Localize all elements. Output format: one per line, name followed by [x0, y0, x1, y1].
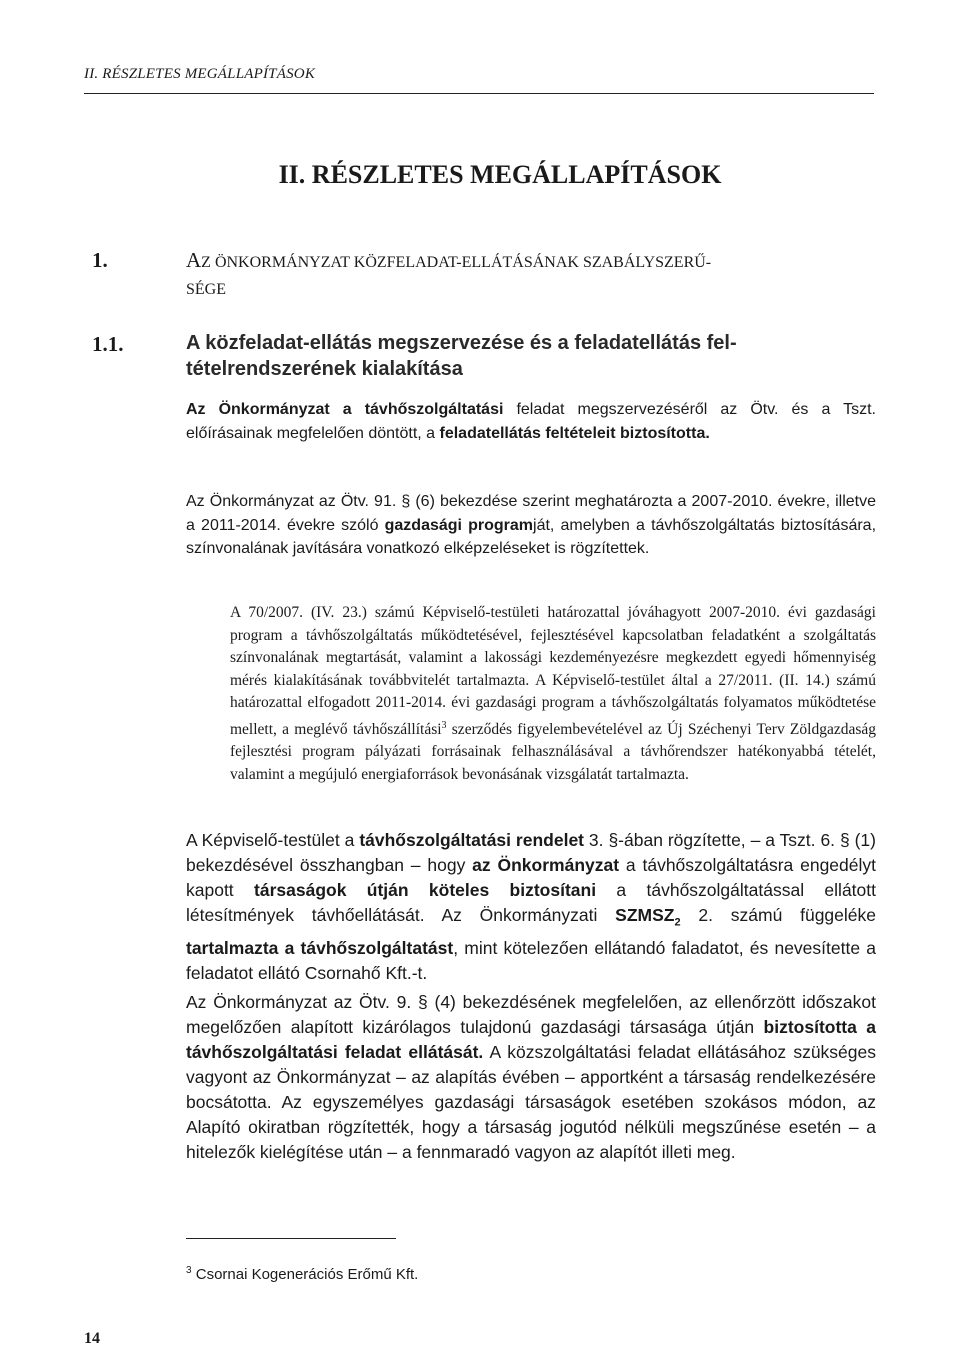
- p4-text-6: , mint kötelezően ellátandó faladatot, és nevesítette a feladatot ellátó Csornahő Kft.-t.: [186, 937, 876, 983]
- section-1-title-line2: SÉGE: [186, 281, 226, 298]
- page-title: II. RÉSZLETES MEGÁLLAPÍTÁSOK: [278, 160, 722, 189]
- p2-bold-1: gazdasági program: [384, 516, 534, 534]
- p4-text-4: a távhőszolgáltatással ellátott létesítmények távhőellátását. Az Önkormányzati: [186, 880, 876, 925]
- p4-text-3: a távhőszolgáltatásra engedélyt kapott: [186, 855, 876, 900]
- p4-text-5: 2. számú függeléke: [680, 905, 876, 925]
- p5-text-1: Az Önkormányzat az Ötv. 9. § (4) bekezdésének megfelelően, az ellenőrzött időszakot megelőzően alapított kizárólagos tulajdonú gazdasági társasága útján: [186, 992, 876, 1037]
- section-1-number: 1.: [92, 248, 108, 272]
- footnote-text: Csornai Kogenerációs Erőmű Kft.: [191, 1266, 419, 1283]
- section-1-1-number: 1.1.: [92, 332, 124, 356]
- body-paragraph-2: [186, 990, 876, 1165]
- footnote-rule: [186, 1238, 396, 1239]
- p4-bold-1: távhőszolgáltatási rendelet: [359, 830, 585, 850]
- section-1-title-initial: A: [186, 248, 202, 272]
- p4-bold-2: az Önkormányzat: [472, 855, 620, 875]
- page-number: 14: [84, 1330, 100, 1347]
- summary-paragraph-2: [186, 490, 876, 561]
- p3-text-2: szerződés figyelembevételével az Új Széchenyi Terv Zöldgazdaság fejlesztési program pályázati forrásainak felhasználásával a távhőrendszer hatékonyabbá tételét, valamint a megújuló energiaforrások bevonásának vizsgálatát tartalmazta.: [230, 720, 877, 783]
- section-1-1-title: [186, 330, 876, 382]
- p4-bold-5: tartalmazta a távhőszolgáltatást: [186, 937, 454, 958]
- body-paragraph-1: [186, 828, 876, 986]
- section-1-1-title-line2: tételrendszerének kialakítása: [186, 358, 463, 380]
- footnote-mark: 3: [186, 1265, 192, 1276]
- p4-bold-4: $SZMSZ_2$: [615, 905, 681, 929]
- p1-bold-1: Az Önkormányzat a távhőszolgáltatási: [186, 401, 504, 418]
- p4-bold-3: társaságok útján köteles biztosítani: [254, 880, 597, 900]
- detail-paragraph: [230, 602, 876, 786]
- p3-text-1: A 70/2007. (IV. 23.) számú Képviselő-testületi határozattal jóváhagyott 2007-2010. évi gazdasági program a távhőszolgáltatás működtetésével, fejlesztésével kapcsolatban feladatként a szolgáltatás színvonalának megtartását, valamint a lakossági kezdeményezésre megkezdett egyedi hőmennyiség mérés kialakításának továbbvitelét tartalmazta. A Képviselő-testület által a 27/2011. (II. 14.) számú határozattal elfogadott 2011-2014. évi gazdasági program a távhőszolgáltatás folyamatos működtetése mellett, a meglévő távhőszállítási: [230, 604, 876, 738]
- p4-text-2: 3. §-ában rögzítette, – a Tszt. 6. § (1) bekezdésével összhangban – hogy: [186, 830, 876, 875]
- p1-text-1: feladat megszervezéséről az Ötv. és a Tszt. előírásainak megfelelően döntött, a: [186, 401, 876, 442]
- section-1-title: [186, 248, 876, 302]
- running-header: II. RÉSZLETES MEGÁLLAPÍTÁSOK: [84, 66, 316, 82]
- p5-bold-1: biztosította a távhőszolgáltatási feladat ellátását.: [186, 1017, 876, 1062]
- footnote: [186, 1265, 418, 1283]
- p2-text-2: ját, amelyben a távhőszolgáltatás biztosítására, színvonalának javítására vonatkozó elképzeléseket is rögzítettek.: [186, 516, 877, 557]
- p2-text-1: Az Önkormányzat az Ötv. 91. § (6) bekezdése szerint meghatározta a 2007-2010. évekre, illetve a 2011-2014. évekre szóló: [186, 493, 876, 534]
- section-1-1-title-line1: A közfeladat-ellátás megszervezése és a feladatellátás fel-: [186, 332, 737, 354]
- p1-bold-2: feladatellátás feltételeit biztosította.: [439, 424, 710, 442]
- p3-footnote-ref: 3: [441, 719, 447, 731]
- header-rule: [84, 93, 874, 94]
- section-1-title-line1: Z ÖNKORMÁNYZAT KÖZFELADAT-ELLÁTÁSÁNAK SZABÁLYSZERŰ-: [201, 254, 712, 271]
- summary-paragraph-1: [186, 398, 876, 445]
- p4-text-1: A Képviselő-testület a: [186, 830, 360, 850]
- p5-text-2: A közszolgáltatási feladat ellátásához szükséges vagyont az Önkormányzat – az alapítás évében – apportként a társaság rendelkezésére bocsátotta. Az egyszemélyes gazdasági társaságok esetében szokásos módon, az Alapító okiratban rögzítették, hogy a társaság jogutód nélküli megszűnése esetén – a hitelezők kielégítése után – a fennmaradó vagyon az alapítót illeti meg.: [186, 1042, 877, 1162]
